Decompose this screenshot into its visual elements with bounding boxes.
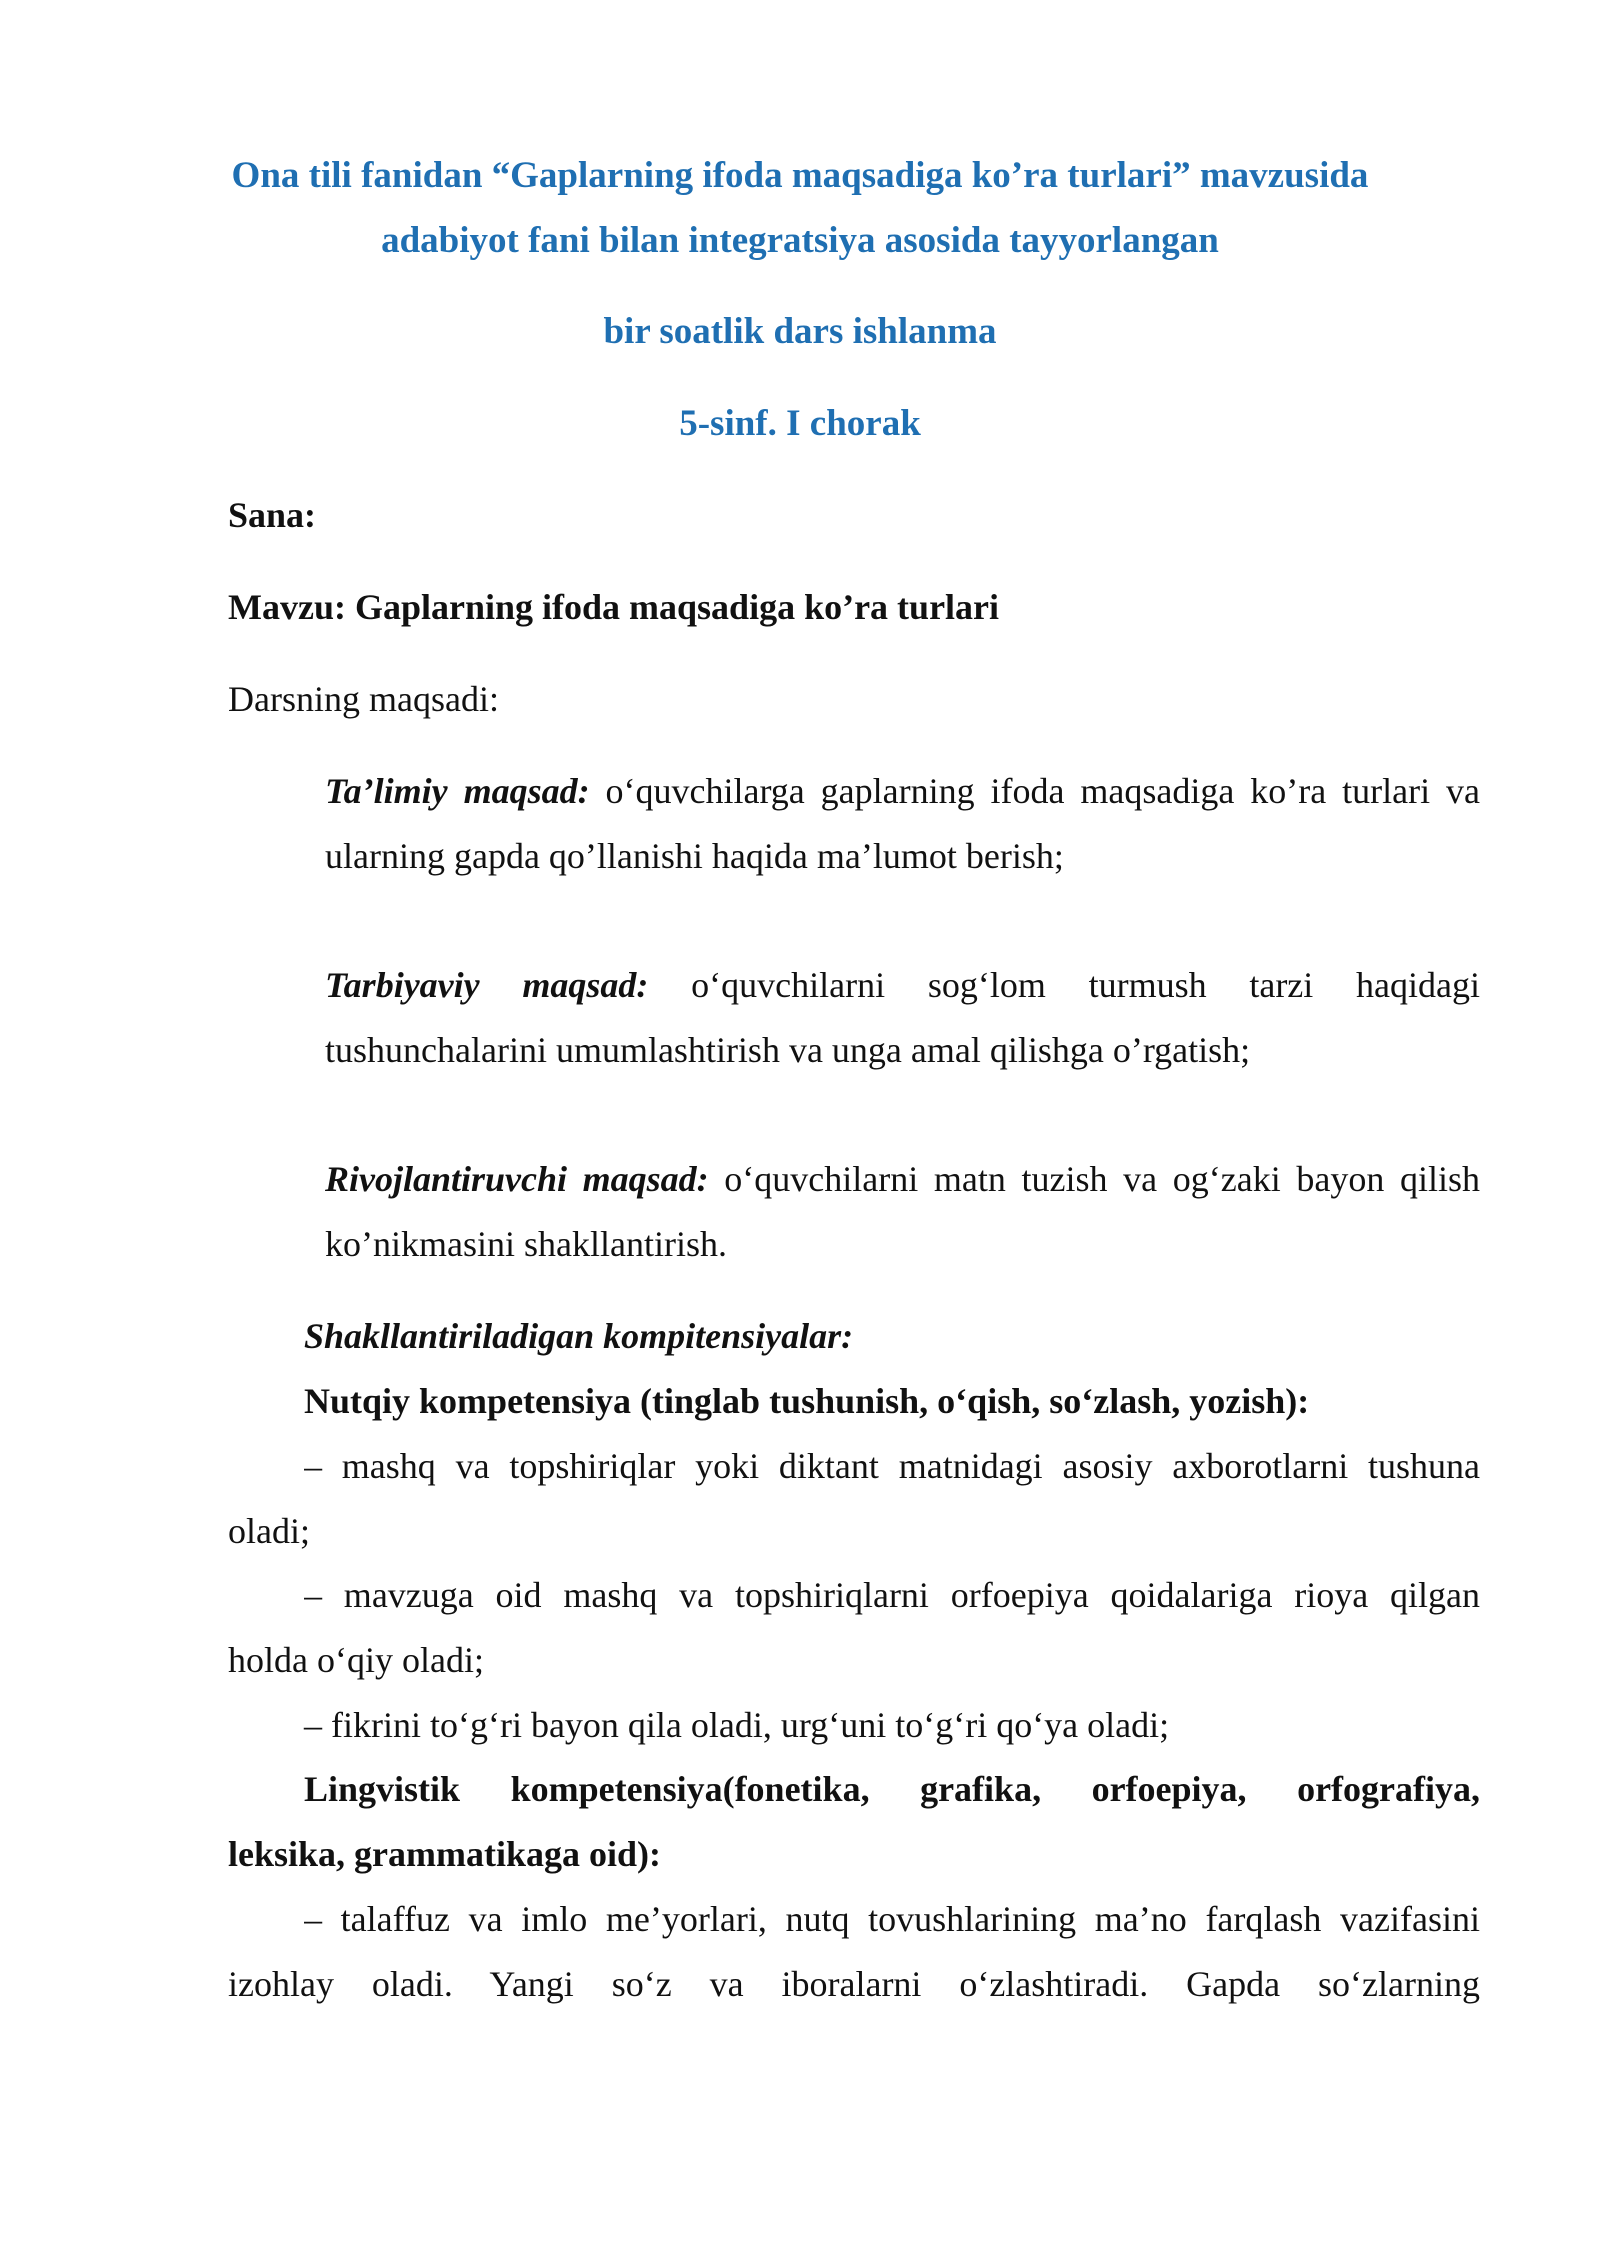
nutqiy-item-3: – fikrini to‘g‘ri bayon qila oladi, urg‘uni to‘g‘ri qo‘ya oladi;: [304, 1705, 1170, 1745]
talimiy-goal-label: Ta’limiy maqsad:: [325, 773, 590, 811]
competencies-heading: Shakllantiriladigan kompitensiyalar:: [304, 1316, 854, 1356]
tarbiyaviy-goal-line-1: [325, 967, 1480, 1011]
nutqiy-item-1-line-2: oladi;: [228, 1511, 310, 1551]
title-line-1: Ona tili fanidan “Gaplarning ifoda maqsadiga ko’ra turlari” mavzusida: [231, 155, 1369, 196]
tarbiyaviy-goal-text: o‘quvchilarni sog‘lom turmush tarzi haqidagi: [691, 967, 1480, 1005]
nutqiy-item-1-line-1: – mashq va topshiriqlar yoki diktant matnidagi asosiy axborotlarni tushuna: [304, 1448, 1480, 1486]
nutqiy-item-2-line-1: – mavzuga oid mashq va topshiriqlarni orfoepiya qoidalariga rioya qilgan: [304, 1577, 1480, 1615]
rivoj-goal-line-2: ko’nikmasini shakllantirish.: [325, 1224, 727, 1264]
lingvistik-item-1-line-1: – talaffuz va imlo me’yorlari, nutq tovushlarining ma’no farqlash vazifasini: [304, 1901, 1480, 1939]
talimiy-goal-line-2: ularning gapda qo’llanishi haqida ma’lumot berish;: [325, 836, 1064, 876]
rivoj-goal-line-1: [325, 1161, 1480, 1205]
talimiy-goal-text: o‘quvchilarga gaplarning ifoda maqsadiga ko’ra turlari va: [589, 773, 1480, 811]
rivoj-goal-label: Rivojlantiruvchi maqsad:: [325, 1161, 709, 1199]
nutqiy-item-2-line-2: holda o‘qiy oladi;: [228, 1640, 484, 1680]
maqsad-heading: Darsning maqsadi:: [228, 679, 499, 719]
title-line-2: adabiyot fani bilan integratsiya asosida tayyorlangan: [381, 220, 1219, 261]
lingvistik-heading-line-2: leksika, grammatikaga oid):: [228, 1834, 662, 1874]
title-line-4: 5-sinf. I chorak: [679, 403, 921, 444]
talimiy-goal-line-1: [325, 773, 1480, 817]
title-line-3: bir soatlik dars ishlanma: [603, 311, 997, 352]
lingvistik-heading-line-1: Lingvistik kompetensiya(fonetika, grafika, orfoepiya, orfografiya,: [304, 1771, 1480, 1809]
tarbiyaviy-goal-line-2: tushunchalarini umumlashtirish va unga amal qilishga o’rgatish;: [325, 1030, 1251, 1070]
sana-label: Sana:: [228, 495, 317, 535]
mavzu-line: Mavzu: Gaplarning ifoda maqsadiga ko’ra turlari: [228, 587, 1000, 627]
rivoj-goal-text: o‘quvchilarni matn tuzish va og‘zaki bayon qilish: [708, 1161, 1480, 1199]
tarbiyaviy-goal-label: Tarbiyaviy maqsad:: [325, 967, 649, 1005]
nutqiy-heading: Nutqiy kompetensiya (tinglab tushunish, o‘qish, so‘zlash, yozish):: [304, 1381, 1310, 1421]
lingvistik-item-1-line-2: izohlay oladi. Yangi so‘z va iboralarni o‘zlashtiradi. Gapda so‘zlarning: [228, 1966, 1480, 2004]
